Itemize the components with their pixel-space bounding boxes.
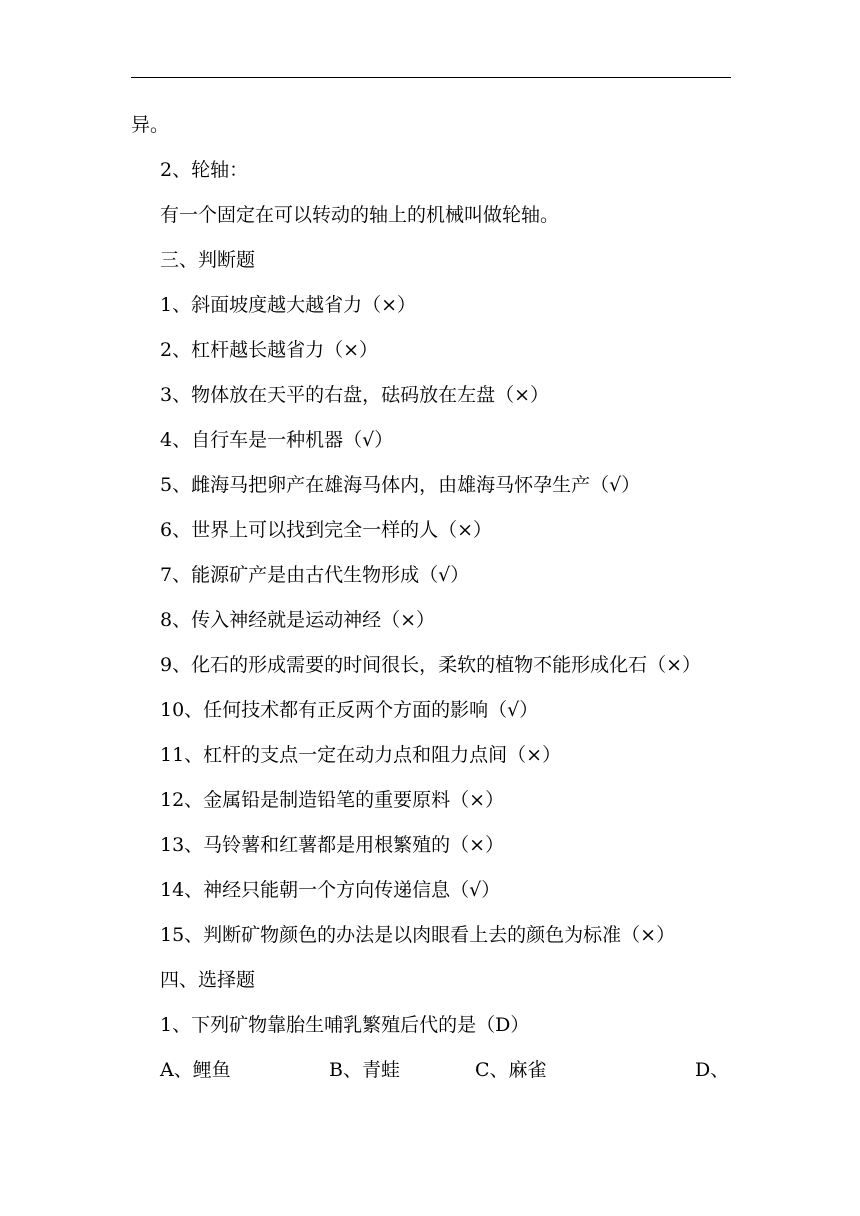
choice-options-row	[0, 1048, 860, 1093]
judgement-item: 8、传入神经就是运动神经（×）	[160, 609, 436, 631]
option-a: A、鲤鱼	[160, 1059, 231, 1081]
judgement-item: 14、神经只能朝一个方向传递信息（√）	[160, 879, 501, 901]
judgement-item: 13、马铃薯和红薯都是用根繁殖的（×）	[160, 834, 505, 856]
judgement-item: 12、金属铅是制造铅笔的重要原料（×）	[160, 789, 505, 811]
judgement-item: 9、化石的形成需要的时间很长，柔软的植物不能形成化石（×）	[160, 654, 702, 676]
judgement-item: 7、能源矿产是由古代生物形成（√）	[160, 564, 470, 586]
document-body	[0, 103, 860, 1093]
judgement-item: 15、判断矿物颜色的办法是以肉眼看上去的颜色为标准（×）	[160, 924, 676, 946]
section2-definition: 有一个固定在可以转动的轴上的机械叫做轮轴。	[160, 204, 560, 226]
judgement-item: 2、杠杆越长越省力（×）	[160, 339, 379, 361]
option-c: C、麻雀	[475, 1059, 547, 1081]
judgement-item: 11、杠杆的支点一定在动力点和阻力点间（×）	[160, 744, 562, 766]
judgement-item: 6、世界上可以找到完全一样的人（×）	[160, 519, 493, 541]
choice-question-1: 1、下列矿物靠胎生哺乳繁殖后代的是（D）	[160, 1014, 530, 1036]
judgement-item: 1、斜面坡度越大越省力（×）	[160, 294, 417, 316]
section2-item-heading: 2、轮轴：	[160, 159, 249, 181]
section4-heading: 四、选择题	[160, 969, 256, 991]
judgement-item: 10、任何技术都有正反两个方面的影响（√）	[160, 699, 539, 721]
option-b: B、青蛙	[329, 1059, 400, 1081]
header-rule	[131, 77, 731, 78]
option-d: D、	[695, 1059, 730, 1081]
continuation-text: 异。	[131, 114, 170, 136]
section3-heading: 三、判断题	[160, 249, 256, 271]
judgement-item: 5、雌海马把卵产在雄海马体内，由雄海马怀孕生产（√）	[160, 474, 641, 496]
judgement-item: 4、自行车是一种机器（√）	[160, 429, 394, 451]
judgement-item: 3、物体放在天平的右盘，砝码放在左盘（×）	[160, 384, 550, 406]
